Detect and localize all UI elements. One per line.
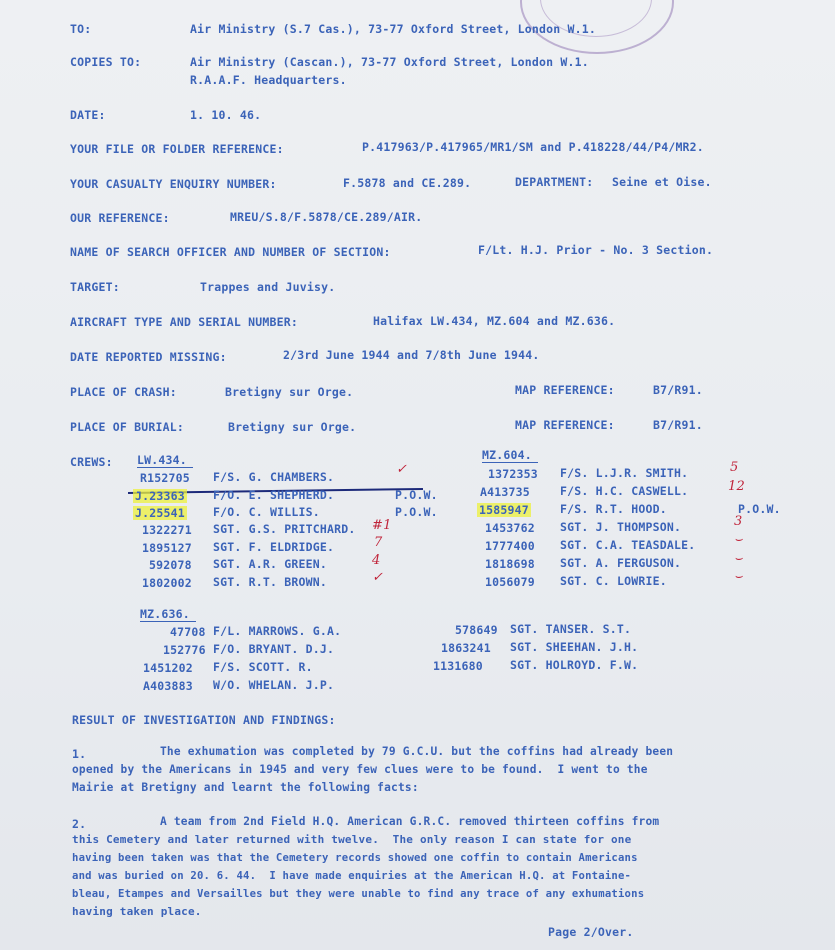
department-label: DEPARTMENT: <box>515 175 594 189</box>
mz604-underline <box>482 462 538 463</box>
mz636-left-name-2: F/S. SCOTT. R. <box>213 660 313 674</box>
to-label: TO: <box>70 22 92 36</box>
lw434-num-3: 1322271 <box>142 523 192 537</box>
map-ref-label-1: MAP REFERENCE: <box>515 383 615 397</box>
lw434-name-2: F/O. C. WILLIS. <box>213 505 320 519</box>
missing-value: 2/3rd June 1944 and 7/8th June 1944. <box>283 348 540 362</box>
mz636-right-name-2: SGT. HOLROYD. F.W. <box>510 658 639 672</box>
lw434-mark-6: ✓ <box>372 570 384 585</box>
our-ref-value: MREU/S.8/F.5878/CE.289/AIR. <box>230 210 423 224</box>
p2-num: 2. <box>72 817 87 831</box>
p2-line2: this Cemetery and later returned with twelve. The only reason I can state for one <box>72 833 632 846</box>
mz604-num-5: 1818698 <box>485 557 535 571</box>
mz636-title: MZ.636. <box>140 607 190 621</box>
mz636-right-num-2: 1131680 <box>433 659 483 673</box>
mz604-mark-4: ⌣ <box>734 532 743 547</box>
crash-value: Bretigny sur Orge. <box>225 385 354 399</box>
lw434-mark-5: 4 <box>372 553 381 568</box>
lw434-num-1: J.23363 <box>135 489 185 503</box>
mz604-title: MZ.604. <box>482 448 532 462</box>
burial-value: Bretigny sur Orge. <box>228 420 357 434</box>
missing-label: DATE REPORTED MISSING: <box>70 350 227 364</box>
to-value: Air Ministry (S.7 Cas.), 73-77 Oxford Street, London W.1. <box>190 22 597 36</box>
our-ref-label: OUR REFERENCE: <box>70 211 170 225</box>
target-value: Trappes and Juvisy. <box>200 280 336 294</box>
target-label: TARGET: <box>70 280 120 294</box>
p2-line4: and was buried on 20. 6. 44. I have made enquiries at the American H.Q. at Fontaine- <box>72 870 632 882</box>
mz636-left-num-1: 152776 <box>163 643 206 657</box>
mz604-name-6: SGT. C. LOWRIE. <box>560 574 667 588</box>
crews-label: CREWS: <box>70 455 113 469</box>
findings-title: RESULT OF INVESTIGATION AND FINDINGS: <box>72 713 336 727</box>
mz604-name-0: F/S. L.J.R. SMITH. <box>560 466 689 480</box>
lw434-name-6: SGT. R.T. BROWN. <box>213 575 327 589</box>
copies-line1: Air Ministry (Cascan.), 73-77 Oxford Street, London W.1. <box>190 55 589 69</box>
mz636-left-name-0: F/L. MARROWS. G.A. <box>213 624 342 638</box>
lw434-underline <box>137 467 193 468</box>
lw434-name-0: F/S. G. CHAMBERS. <box>213 470 335 484</box>
mz604-num-1: A413735 <box>480 485 530 499</box>
lw434-name-1: F/O. E. SHEPHERD. <box>213 488 335 502</box>
crash-label: PLACE OF CRASH: <box>70 385 177 399</box>
mz636-right-num-0: 578649 <box>455 623 498 637</box>
lw434-name-4: SGT. F. ELDRIDGE. <box>213 540 335 554</box>
burial-label: PLACE OF BURIAL: <box>70 420 184 434</box>
copies-label: COPIES TO: <box>70 55 142 69</box>
lw434-num-2: J.25541 <box>135 506 185 520</box>
lw434-num-0: R152705 <box>140 471 190 485</box>
mz604-num-4: 1777400 <box>485 539 535 553</box>
mz604-note-2: P.O.W. <box>738 502 781 516</box>
lw434-num-5: 592078 <box>149 558 192 572</box>
mz636-left-name-1: F/O. BRYANT. D.J. <box>213 642 335 656</box>
search-officer-value: F/Lt. H.J. Prior - No. 3 Section. <box>478 243 714 257</box>
mz604-num-2: 1585947 <box>479 503 529 517</box>
enquiry-label: YOUR CASUALTY ENQUIRY NUMBER: <box>70 177 277 191</box>
date-label: DATE: <box>70 108 106 122</box>
p2-line6: having taken place. <box>72 905 202 918</box>
mz604-mark-6: ⌣ <box>734 569 743 584</box>
date-value: 1. 10. 46. <box>190 108 262 122</box>
mz604-name-3: SGT. J. THOMPSON. <box>560 520 682 534</box>
map-ref-value-1: B7/R91. <box>653 383 703 397</box>
mz604-mark-0: 5 <box>730 460 739 475</box>
mz636-left-num-0: 47708 <box>170 625 206 639</box>
mz604-mark-3: 3 <box>734 514 743 529</box>
mz636-left-num-2: 1451202 <box>143 661 193 675</box>
file-ref-label: YOUR FILE OR FOLDER REFERENCE: <box>70 142 284 156</box>
lw434-name-5: SGT. A.R. GREEN. <box>213 557 327 571</box>
p2-line1: A team from 2nd Field H.Q. American G.R.C. removed thirteen coffins from <box>160 815 660 828</box>
mz604-num-6: 1056079 <box>485 575 535 589</box>
lw434-num-6: 1802002 <box>142 576 192 590</box>
search-officer-label: NAME OF SEARCH OFFICER AND NUMBER OF SECTION: <box>70 245 391 259</box>
copies-line2: R.A.A.F. Headquarters. <box>190 73 347 87</box>
p1-line3: Mairie at Bretigny and learnt the following facts: <box>72 781 419 794</box>
lw434-name-3: SGT. G.S. PRITCHARD. <box>213 522 356 536</box>
mz636-left-name-3: W/O. WHELAN. J.P. <box>213 678 335 692</box>
mz604-name-5: SGT. A. FERGUSON. <box>560 556 682 570</box>
map-ref-value-2: B7/R91. <box>653 418 703 432</box>
p1-line1: The exhumation was completed by 79 G.C.U. but the coffins had already been <box>160 745 674 758</box>
department-value: Seine et Oise. <box>612 175 712 189</box>
mz604-num-0: 1372353 <box>488 467 538 481</box>
lw434-mark-4: 7 <box>374 535 383 550</box>
file-ref-value: P.417963/P.417965/MR1/SM and P.418228/44/P4/MR2. <box>362 140 704 154</box>
lw434-note-2: P.O.W. <box>395 505 438 519</box>
p1-line2: opened by the Americans in 1945 and very few clues were to be found. I went to the <box>72 763 648 776</box>
mz604-num-3: 1453762 <box>485 521 535 535</box>
lw434-mark-3: #1 <box>372 518 392 533</box>
lw434-note-1: P.O.W. <box>395 488 438 502</box>
lw434-num-4: 1895127 <box>142 541 192 555</box>
p2-line3: having been taken was that the Cemetery records showed one coffin to contain Americans <box>72 852 638 864</box>
mz636-left-num-3: A403883 <box>143 679 193 693</box>
mz604-mark-5: ⌣ <box>734 551 743 566</box>
map-ref-label-2: MAP REFERENCE: <box>515 418 615 432</box>
enquiry-value: F.5878 and CE.289. <box>343 176 472 190</box>
mz604-name-1: F/S. H.C. CASWELL. <box>560 484 689 498</box>
p2-line5: bleau, Etampes and Versailles but they were unable to find any trace of any exhumations <box>72 888 645 900</box>
lw434-title: LW.434. <box>137 453 187 467</box>
page-footer: Page 2/Over. <box>548 925 634 939</box>
mz636-underline <box>140 621 196 622</box>
mz636-right-name-0: SGT. TANSER. S.T. <box>510 622 632 636</box>
p1-num: 1. <box>72 747 87 761</box>
mz636-right-name-1: SGT. SHEEHAN. J.H. <box>510 640 639 654</box>
aircraft-value: Halifax LW.434, MZ.604 and MZ.636. <box>373 314 616 328</box>
mz636-right-num-1: 1863241 <box>441 641 491 655</box>
mz604-name-4: SGT. C.A. TEASDALE. <box>560 538 696 552</box>
mz604-name-2: F/S. R.T. HOOD. <box>560 502 667 516</box>
aircraft-label: AIRCRAFT TYPE AND SERIAL NUMBER: <box>70 315 298 329</box>
mz604-mark-1: 12 <box>728 479 745 494</box>
lw434-mark-0: ✓ <box>396 462 408 477</box>
